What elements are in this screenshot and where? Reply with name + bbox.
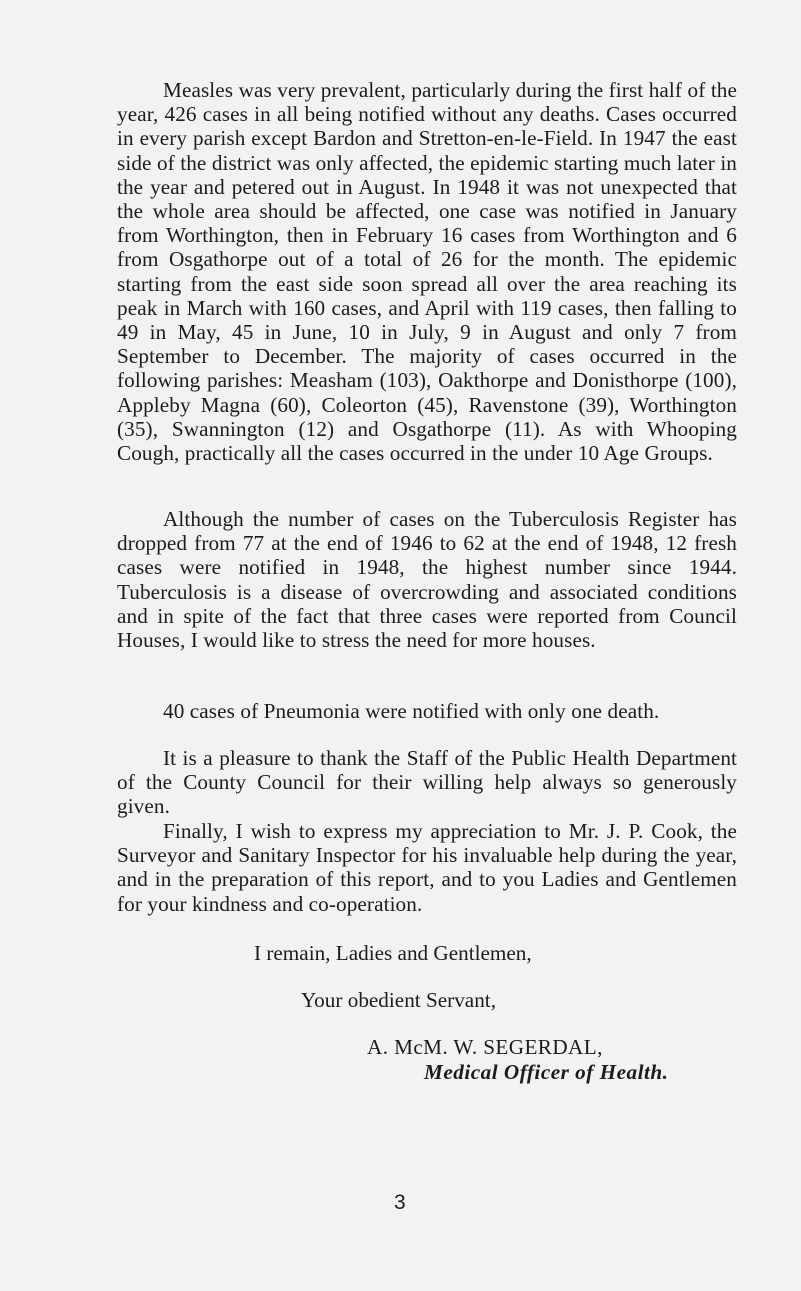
closing-servant: Your obedient Servant,	[301, 988, 496, 1012]
paragraph-measles: Measles was very prevalent, particularly during the first half of the year, 426 cases in all being notified without any deaths. Cases occurred in every parish except Bardon and Stretton-en-le-Field. In 1947 the east side of the district was only affected, the epidemic starting much later in the year and petered out in August. In 1948 it was not unexpected that the whole area should be affected, one case was notified in January from Worthington, then in February 16 cases from Worthington and 6 from Osgathorpe out of a total of 26 for the month. The epidemic starting from the east side soon spread all over the area reaching its peak in March with 160 cases, and April with 119 cases, then falling to 49 in May, 45 in June, 10 in July, 9 in August and only 7 from September to December. The majority of cases occurred in the following parishes: Measham (103), Oakthorpe and Donisthorpe (100), Appleby Magna (60), Coleorton (45), Ravenstone (39), Worthington (35), Swannington (12) and Osgathorpe (11). As with Whooping Cough, practically all the cases occurred in the under 10 Age Groups.	[117, 78, 737, 466]
paragraph-appreciation: Finally, I wish to express my appreciation to Mr. J. P. Cook, the Surveyor and Sanitary Inspector for his invaluable help during the year, and in the preparation of this report, and to you Ladies and Gentlemen for your kindness and co-operation.	[117, 819, 737, 916]
closing-remain: I remain, Ladies and Gentlemen,	[254, 941, 532, 965]
signature-name: A. McM. W. SEGERDAL,	[367, 1035, 603, 1059]
paragraph-pneumonia: 40 cases of Pneumonia were notified with only one death.	[163, 699, 660, 723]
page-number: 3	[394, 1191, 406, 1214]
signature-title: Medical Officer of Health.	[424, 1060, 669, 1084]
paragraph-tuberculosis: Although the number of cases on the Tuberculosis Register has dropped from 77 at the end of 1946 to 62 at the end of 1948, 12 fresh cases were notified in 1948, the highest number since 1944. Tuberculosis is a disease of overcrowding and associated conditions and in spite of the fact that three cases were reported from Council Houses, I would like to stress the need for more houses.	[117, 507, 737, 653]
paragraph-thanks: It is a pleasure to thank the Staff of the Public Health Department of the County Council for their willing help always so generously given.	[117, 746, 737, 819]
